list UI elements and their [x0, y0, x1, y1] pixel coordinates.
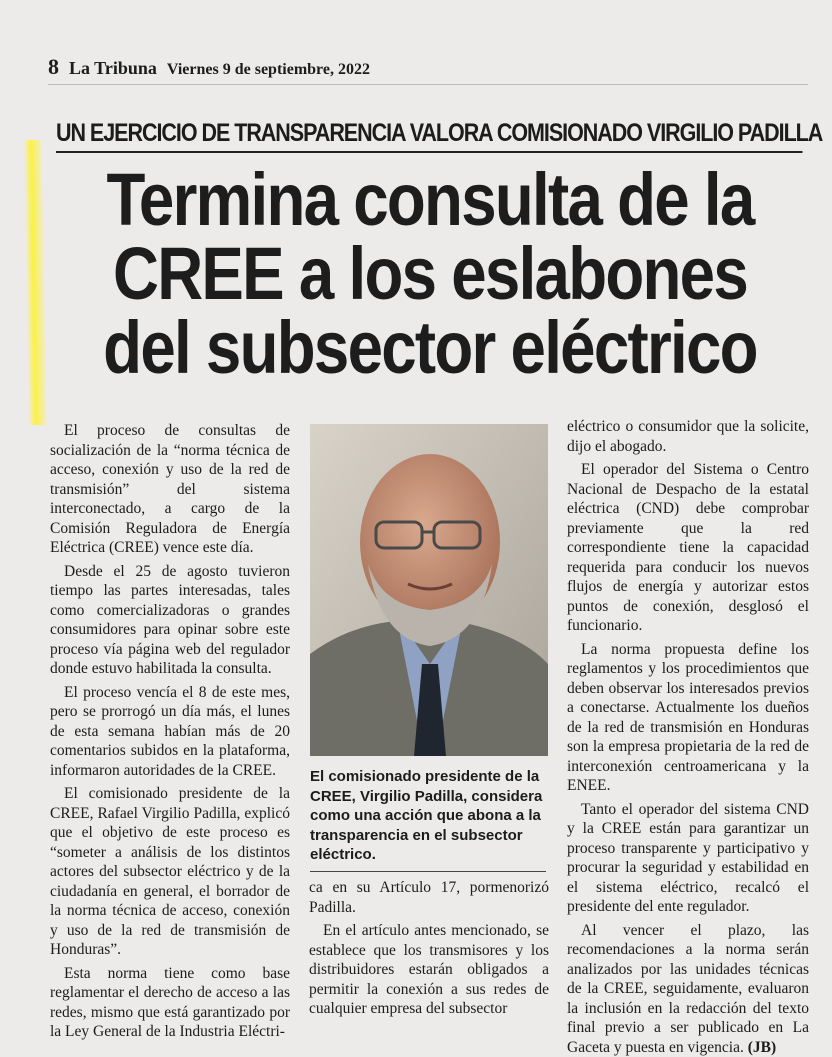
paragraph: En el artículo antes mencionado, se establece que los transmisores y los distribuidores estarán obligados a permitir la conexión a sus redes de cualquier empresa del subsector: [309, 921, 549, 1019]
page-number: 8: [48, 54, 59, 80]
portrait-photo: [310, 424, 548, 756]
headline-line-1: Termina consulta de la: [95, 163, 766, 237]
headline-line-3: del subsector eléctrico: [95, 311, 766, 385]
newspaper-name: La Tribuna: [69, 58, 157, 79]
paragraph: El proceso de consultas de socialización de la “norma técnica de acceso, conexión y uso de la red de transmisión” del sistema interconectado, a cargo de la Comisión Reguladora de Energía Eléctrica (CREE) vence este día.: [50, 421, 290, 558]
left-column: [50, 421, 290, 1042]
paragraph-text: Al vencer el plazo, las recomendaciones a la norma serán analizados por las unidades técnicas de la CREE, seguidamente, evaluaron la inclusión en la redacción del texto final previo a ser publicado en La Gaceta y puesta en vigencia.: [567, 922, 809, 1056]
paragraph: eléctrico o consumidor que la solicite, dijo el abogado.: [567, 417, 809, 456]
middle-column: [309, 878, 549, 1019]
headline-line-2: CREE a los eslabones: [95, 237, 766, 311]
article-kicker: UN EJERCICIO DE TRANSPARENCIA VALORA COMISIONADO VIRGILIO PADILLA: [56, 115, 802, 153]
portrait-illustration: [310, 424, 548, 756]
author-signature: (JB): [748, 1039, 776, 1056]
paragraph: ca en su Artículo 17, pormenorizó Padilla.: [309, 878, 549, 917]
paragraph: La norma propuesta define los reglamentos y los procedimientos que deben observar los interesados previos a conectarse. Actualmente los dueños de la red de transmisión en Honduras son la empresa propietaria de la red de interconexión centroamericana y la ENEE.: [567, 640, 809, 796]
paragraph: El proceso vencía el 8 de este mes, pero se prorrogó un día más, el lunes de esta semana habían más de 20 comentarios subidos en la plataforma, informaron autoridades de la CREE.: [50, 683, 290, 781]
paragraph: El operador del Sistema o Centro Nacional de Despacho de la estatal eléctrica (CND) debe comprobar previamente que la red correspondiente tiene la capacidad requerida para conducir los nuevos flujos de energía y autorizar estos puntos de conexión, desglosó el funcionario.: [567, 460, 809, 636]
paragraph: Esta norma tiene como base reglamentar el derecho de acceso a las redes, mismo que está garantizado por la Ley General de la Industria Eléctri-: [50, 964, 290, 1042]
paragraph: Desde el 25 de agosto tuvieron tiempo las partes interesadas, tales como comercializadoras o grandes consumidores para opinar sobre este proceso vía página web del regulador donde estuvo habilitada la consulta.: [50, 562, 290, 679]
highlighter-mark: [24, 140, 47, 425]
paragraph: El comisionado presidente de la CREE, Rafael Virgilio Padilla, explicó que el objetivo de este proceso es “someter a análisis de los distintos actores del subsector eléctrico y de la ciudadanía en general, el borrador de la norma técnica de acceso, conexión y uso de la red de transmisión de Honduras”.: [50, 784, 290, 960]
issue-date: Viernes 9 de septiembre, 2022: [167, 61, 370, 79]
article-headline: [95, 163, 766, 385]
photo-caption: El comisionado presidente de la CREE, Virgilio Padilla, considera como una acción que abona a la transparencia en el subsector eléctrico.: [310, 767, 546, 872]
page-header: [48, 54, 808, 85]
paragraph: Tanto el operador del sistema CND y la CREE están para garantizar un proceso transparente y participativo y procurar la seguridad y estabilidad en el sistema eléctrico, recalcó el presidente del ente regulador.: [567, 800, 809, 917]
paragraph: [567, 921, 809, 1057]
right-column: [567, 417, 809, 1057]
